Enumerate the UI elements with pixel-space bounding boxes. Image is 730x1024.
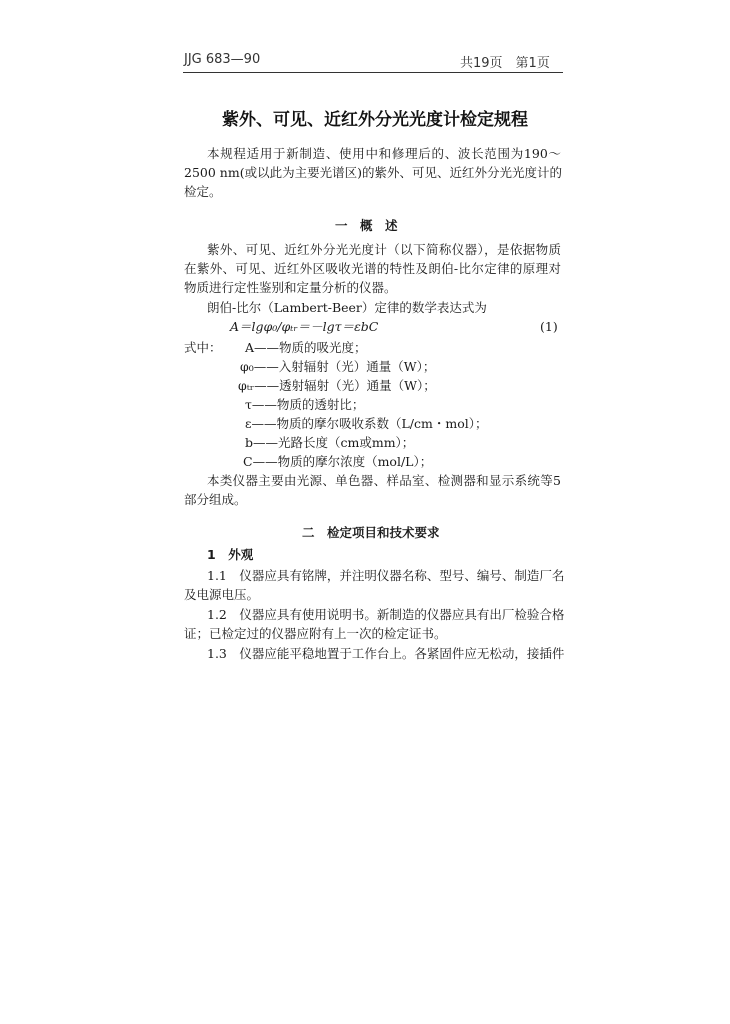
overview-line-3: 物质进行定性鉴别和定量分析的仪器。 — [184, 280, 397, 295]
formula: A＝lgφ₀/φₜᵣ＝－lgτ＝εbC — [230, 319, 379, 334]
page-info: 共19页 第1页 — [460, 56, 550, 71]
intro-line-2: 2500 nm(或以此为主要光谱区)的紫外、可见、近红外分光光度计的 — [184, 165, 562, 180]
header-rule — [183, 72, 563, 73]
item-1-3-line-1: 1.3 仪器应能平稳地置于工作台上。各紧固件应无松动，接插件 — [207, 646, 565, 661]
definition-item: C——物质的摩尔浓度（mol/L）； — [243, 454, 433, 469]
overview-line-2: 在紫外、可见、近红外区吸收光谱的特性及朗伯-比尔定律的原理对 — [184, 261, 561, 276]
definition-item: ε——物质的摩尔吸收系数（L/cm・mol）； — [245, 416, 488, 431]
item-1-1-line-1: 1.1 仪器应具有铭牌，并注明仪器名称、型号、编号、制造厂名 — [207, 568, 565, 583]
definition-item: φ₀——入射辐射（光）通量（W）； — [240, 359, 436, 374]
definition-item: φₜᵣ——透射辐射（光）通量（W）； — [238, 378, 436, 393]
doc-code: JJG 683—90 — [184, 52, 261, 67]
item-1-2-line-1: 1.2 仪器应具有使用说明书。新制造的仪器应具有出厂检验合格 — [207, 607, 565, 622]
definition-item: τ——物质的透射比； — [245, 397, 365, 412]
subsection-appearance: 1 外观 — [207, 547, 254, 562]
where-label: 式中： — [184, 340, 222, 355]
intro-line-1: 本规程适用于新制造、使用中和修理后的、波长范围为190～ — [207, 146, 561, 161]
item-1-2-line-2: 证；已检定过的仪器应附有上一次的检定证书。 — [184, 626, 447, 641]
composition-line-2: 部分组成。 — [184, 492, 247, 507]
intro-line-3: 检定。 — [184, 184, 222, 199]
formula-number: (1) — [540, 319, 558, 334]
section-heading-verification: 二 检定项目和技术要求 — [302, 525, 440, 540]
overview-line-1: 紫外、可见、近红外分光光度计（以下简称仪器），是依据物质 — [207, 242, 561, 257]
item-1-1-line-2: 及电源电压。 — [184, 587, 260, 602]
definition-item: b——光路长度（cm或mm）； — [245, 435, 415, 450]
definition-item: A——物质的吸光度； — [245, 340, 367, 355]
document-title: 紫外、可见、近红外分光光度计检定规程 — [222, 110, 528, 130]
composition-line-1: 本类仪器主要由光源、单色器、样品室、检测器和显示系统等5 — [207, 473, 561, 488]
formula-intro: 朗伯-比尔（Lambert-Beer）定律的数学表达式为 — [207, 300, 487, 315]
section-heading-overview: 一 概 述 — [335, 218, 398, 233]
